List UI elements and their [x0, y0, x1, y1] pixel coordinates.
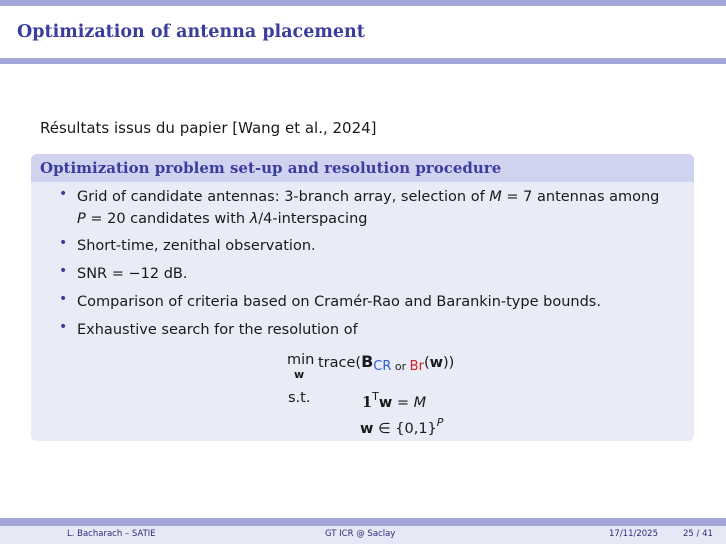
slide-title: Optimization of antenna placement — [17, 22, 365, 42]
eq-trace: trace( — [318, 355, 362, 371]
eq-constraint-1 — [362, 390, 426, 411]
eq-sub-br: Br — [409, 359, 424, 374]
eq-constraint-2 — [360, 416, 443, 437]
eq-w: w — [429, 355, 444, 371]
list-item: Exhaustive search for the resolution of — [77, 322, 358, 338]
footer-date: 17/11/2025 — [609, 529, 658, 539]
intro-text: Résultats issus du papier [Wang et al., 2024] — [40, 119, 377, 137]
bullet-icon: • — [59, 235, 68, 251]
footer-page-number: 25 / 41 — [683, 529, 713, 539]
item-text: = 20 candidates with — [85, 211, 250, 227]
eq-set: ∈ {0,1} — [373, 421, 437, 437]
eq-objective — [318, 352, 454, 374]
top-rule — [0, 0, 726, 6]
eq-close: )) — [443, 355, 455, 371]
eq-sub-cr: CR — [373, 359, 392, 374]
eq-transpose: T — [372, 390, 379, 403]
math-symbol: λ — [249, 211, 259, 227]
block-header: Optimization problem set-up and resolution procedure — [31, 154, 694, 182]
list-item — [77, 186, 687, 230]
optimization-block — [31, 154, 694, 441]
bullet-icon: • — [59, 319, 68, 335]
footer-rule — [0, 518, 726, 526]
list-item: SNR = −12 dB. — [77, 266, 188, 282]
eq-sub-or: or — [391, 360, 410, 373]
math-symbol: M — [489, 189, 502, 205]
eq-paren: ( — [423, 355, 430, 371]
item-text: = 7 antennas among — [501, 189, 660, 205]
bullet-icon: • — [59, 263, 68, 279]
eq-subject-to: s.t. — [288, 390, 311, 406]
eq-power-P: P — [436, 416, 444, 429]
footer-author: L. Bacharach – SATIE — [67, 529, 156, 539]
list-item: Comparison of criteria based on Cramér-Rao and Barankin-type bounds. — [77, 294, 601, 310]
eq-min: min — [287, 352, 315, 368]
bullet-icon: • — [59, 186, 68, 202]
item-text: /4-interspacing — [258, 211, 368, 227]
eq-min-subscript: w — [294, 368, 305, 381]
eq-bound-symbol: B — [361, 352, 374, 371]
eq-w: w — [360, 421, 374, 437]
eq-M: M — [413, 395, 427, 411]
title-rule — [0, 58, 726, 64]
footer — [0, 526, 726, 544]
math-symbol: P — [77, 211, 86, 227]
eq-w: w — [378, 395, 393, 411]
list-item: Short-time, zenithal observation. — [77, 238, 316, 254]
item-text: Grid of candidate antennas: 3-branch array, selection of — [77, 189, 490, 205]
eq-one: 1 — [362, 394, 373, 411]
footer-event: GT ICR @ Saclay — [325, 529, 396, 539]
bullet-icon: • — [59, 291, 68, 307]
eq-equals: = — [392, 395, 414, 411]
